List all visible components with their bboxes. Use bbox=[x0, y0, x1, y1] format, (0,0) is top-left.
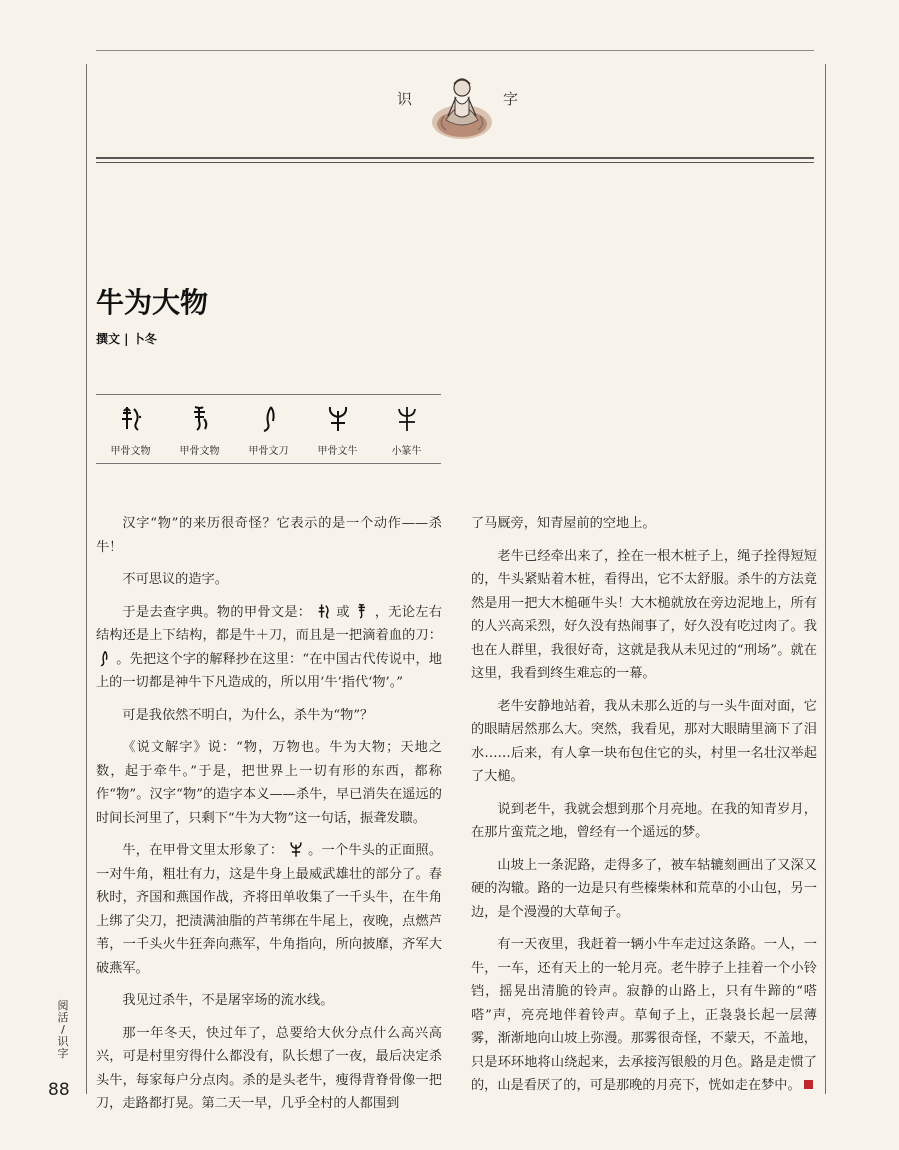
paragraph: 我见过杀牛，不是屠宰场的流水线。 bbox=[122, 993, 334, 1008]
glyph-cell bbox=[303, 395, 372, 463]
article-column-left bbox=[96, 512, 442, 1125]
paragraph: 不可思议的造字。 bbox=[122, 572, 228, 587]
header-double-rule-bottom bbox=[96, 162, 814, 163]
article-byline: 撰文 | 卜冬 bbox=[96, 332, 157, 346]
side-tab-bottom: 识字 bbox=[57, 1035, 69, 1060]
paragraph: 那一年冬天，快过年了，总要给大伙分点什么高兴高兴，可是村里穷得什么都没有，队长想了一夜，最后决定杀头牛，每家每户分点肉。杀的是头老牛，瘦得背脊骨像一把刀，走路都打晃。第二天一早，几乎全村的人都围到 bbox=[96, 1025, 442, 1111]
oracle-wu-2-icon bbox=[354, 602, 370, 620]
section-header-right-char: 字 bbox=[503, 90, 519, 108]
section-header-left-char: 识 bbox=[397, 90, 413, 108]
paragraph: 老牛安静地站着，我从未那么近的与一头牛面对面，它的眼睛居然那么大。突然，我看见，那对大眼睛里滴下了泪水……后来，有人拿一块布包住它的头，村里一名壮汉举起了大槌。 bbox=[471, 698, 817, 784]
text-run: 牛，在甲骨文里太形象了： bbox=[122, 843, 284, 858]
paragraph bbox=[471, 933, 817, 1098]
text-run: 或 bbox=[336, 604, 350, 620]
oracle-dao-icon bbox=[256, 403, 282, 433]
text-run: ，无论左右结构还是上下结构，都是牛＋刀，而且是一把滴着血的刀： bbox=[96, 604, 442, 643]
right-margin-line bbox=[825, 64, 826, 1094]
side-tab-top: 阅活 bbox=[57, 999, 69, 1024]
article-column-right bbox=[471, 512, 817, 1107]
ornamental-figure-icon bbox=[426, 64, 498, 142]
glyph-label: 小篆牛 bbox=[391, 446, 422, 457]
paragraph bbox=[96, 839, 442, 980]
article-title: 牛为大物 bbox=[96, 286, 209, 319]
text-run: 于是去查字典。物的甲骨文是： bbox=[122, 604, 312, 620]
glyph-comparison-table bbox=[96, 394, 441, 464]
paragraph: 了马厩旁，知青屋前的空地上。 bbox=[471, 516, 656, 531]
seal-niu-icon bbox=[394, 403, 420, 433]
side-tab-slash: / bbox=[61, 1023, 65, 1036]
oracle-niu-icon bbox=[288, 840, 304, 858]
paragraph: 山坡上一条泥路，走得多了，被车轱辘刻画出了又深又硬的沟辙。路的一边是只有些榛柴林和荒草的小山包，另一边，是个漫漫的大草甸子。 bbox=[471, 857, 817, 920]
end-of-article-mark bbox=[804, 1080, 813, 1089]
left-margin-line bbox=[86, 64, 87, 1094]
oracle-wu-2-icon bbox=[187, 403, 213, 433]
glyph-cell bbox=[372, 395, 441, 463]
glyph-label: 甲骨文牛 bbox=[317, 446, 358, 457]
glyph-cell bbox=[234, 395, 303, 463]
glyph-label: 甲骨文物 bbox=[179, 446, 220, 457]
text-run: 。一个牛头的正面照。一对牛角，粗壮有力，这是牛身上最威武雄壮的部分了。春秋时，齐国和燕国作战，齐将田单收集了一千头牛，在牛角上绑了尖刀，把渍满油脂的芦苇绑在牛尾上，夜晚，点燃芦苇，一千头火牛狂奔向燕军，牛角指向，所向披靡，齐军大破燕军。 bbox=[96, 843, 443, 976]
glyph-cell bbox=[96, 395, 165, 463]
oracle-wu-1-icon bbox=[118, 403, 144, 433]
paragraph: 说到老牛，我就会想到那个月亮地。在我的知青岁月，在那片蛮荒之地，曾经有一个遥远的梦。 bbox=[471, 801, 817, 840]
paragraph: 汉字“物”的来历很奇怪？它表示的是一个动作——杀牛！ bbox=[96, 516, 442, 555]
paragraph: 老牛已经牵出来了，拴在一根木桩子上，绳子拴得短短的，牛头紧贴着木桩，看得出，它不太舒服。杀牛的方法竟然是用一把大木槌砸牛头！大木槌就放在旁边泥地上，所有的人兴高采烈，好久没有热闹事了，好久没有吃过肉了。我也在人群里，我很好奇，这就是我从未见过的“刑场”。就在这里，我看到终生难忘的一幕。 bbox=[471, 548, 817, 681]
oracle-niu-icon bbox=[325, 403, 351, 433]
glyph-label: 甲骨文物 bbox=[110, 446, 151, 457]
oracle-wu-1-icon bbox=[316, 602, 332, 620]
top-rule bbox=[96, 50, 814, 51]
paragraph: 《说文解字》说：“物，万物也。牛为大物；天地之数，起于牵牛。”于是，把世界上一切有形的东西，都称作“物”。汉字“物”的造字本义——杀牛，早已消失在遥远的时间长河里了，只剩下“牛为大物”这一句话，振聋发聩。 bbox=[96, 740, 442, 826]
paragraph: 可是我依然不明白，为什么，杀牛为“物”？ bbox=[122, 707, 374, 723]
page-number: 88 bbox=[48, 1080, 70, 1100]
section-side-tab bbox=[56, 1000, 70, 1060]
glyph-cell bbox=[165, 395, 234, 463]
oracle-dao-icon bbox=[96, 649, 112, 667]
text-run: 有一天夜里，我赶着一辆小牛车走过这条路。一人，一牛，一车，还有天上的一轮月亮。老牛脖子上挂着一个小铃铛，摇晃出清脆的铃声。寂静的山路上，只有牛蹄的“嗒嗒”声，亮亮地伴着铃声。草甸子上，正袅袅长起一层薄雾，渐渐地向山坡上弥漫。那雾很奇怪，不蒙天，不盖地，只是环环地将山绕起来，去承接泻银般的月色。路是走惯了的，山是看厌了的，可是那晚的月亮下，恍如走在梦中。 bbox=[471, 937, 817, 1093]
header-double-rule-top bbox=[96, 157, 814, 159]
text-run: 。先把这个字的解释抄在这里：“在中国古代传说中，地上的一切都是神牛下凡造成的，所以用‘牛’指代‘物’。” bbox=[96, 651, 442, 690]
paragraph bbox=[96, 601, 442, 695]
glyph-label: 甲骨文刀 bbox=[248, 446, 289, 457]
